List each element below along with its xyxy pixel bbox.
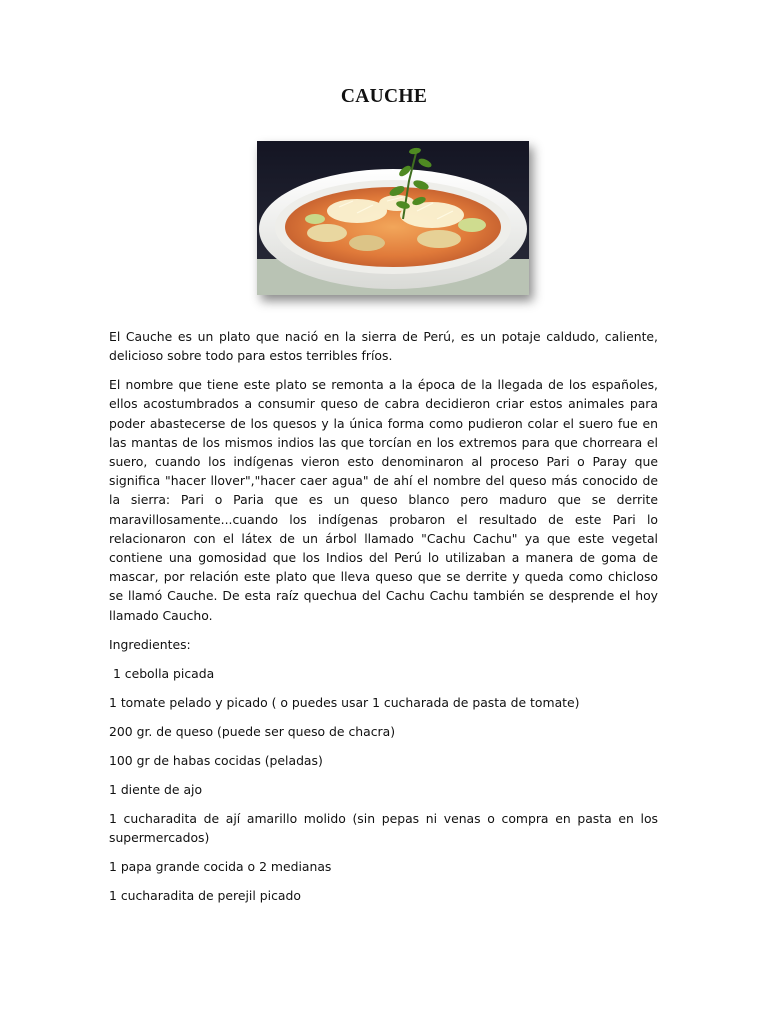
ingredient-item: 100 gr de habas cocidas (peladas) [109,752,323,768]
ingredient-item: 1 cucharadita de ají amarillo molido (sin pepas ni venas o compra en pasta en los supermercados) [109,810,658,845]
ingredient-item: 1 tomate pelado y picado ( o puedes usar 1 cucharada de pasta de tomate) [109,694,580,710]
history-paragraph: El nombre que tiene este plato se remonta a la época de la llegada de los españoles, ellos acostumbrados a consumir queso de cabra decidieron criar estos animales para poder abastecerse de los quesos y la única forma como pudieron colar el suero fue en las mantas de los mismos indios las que torcían en los extremos para que chorreara el suero, cuando los indígenas vieron esto denominaron al proceso Pari o Paray que significa "hacer llover","hacer caer agua" de ahí el nombre del queso más conocido de la sierra: Pari o Paria que es un queso blanco pero maduro que se derrite maravillosamente...cuando los indígenas probaron el resultado de este Pari lo relacionaron con el látex de un árbol llamado "Cachu Cachu" ya que este vegetal contiene una gomosidad que los Indios del Perú lo utilizaban a manera de goma de mascar, por relación este plato que lleva queso que se derrite y queda como chicloso se llamó Cauche. De esta raíz quechua del Cachu Cachu también se desprende el hoy llamado Caucho. [109,377,658,623]
ingredient-item: 1 cucharadita de perejil picado [109,887,301,903]
ingredient-item: 1 cebolla picada [109,665,215,681]
dish-photo [257,141,529,295]
document-title: CAUCHE [340,86,428,107]
ingredient-item: 1 papa grande cocida o 2 medianas [109,858,332,874]
cauche-dish-image [257,141,529,295]
intro-paragraph: El Cauche es un plato que nació en la sierra de Perú, es un potaje caldudo, caliente, delicioso sobre todo para estos terribles fríos. [109,329,658,364]
recipe-body [109,327,658,915]
ingredient-item: 1 diente de ajo [109,781,203,797]
ingredients-heading: Ingredientes: [109,636,191,652]
ingredient-item: 200 gr. de queso (puede ser queso de chacra) [109,723,396,739]
